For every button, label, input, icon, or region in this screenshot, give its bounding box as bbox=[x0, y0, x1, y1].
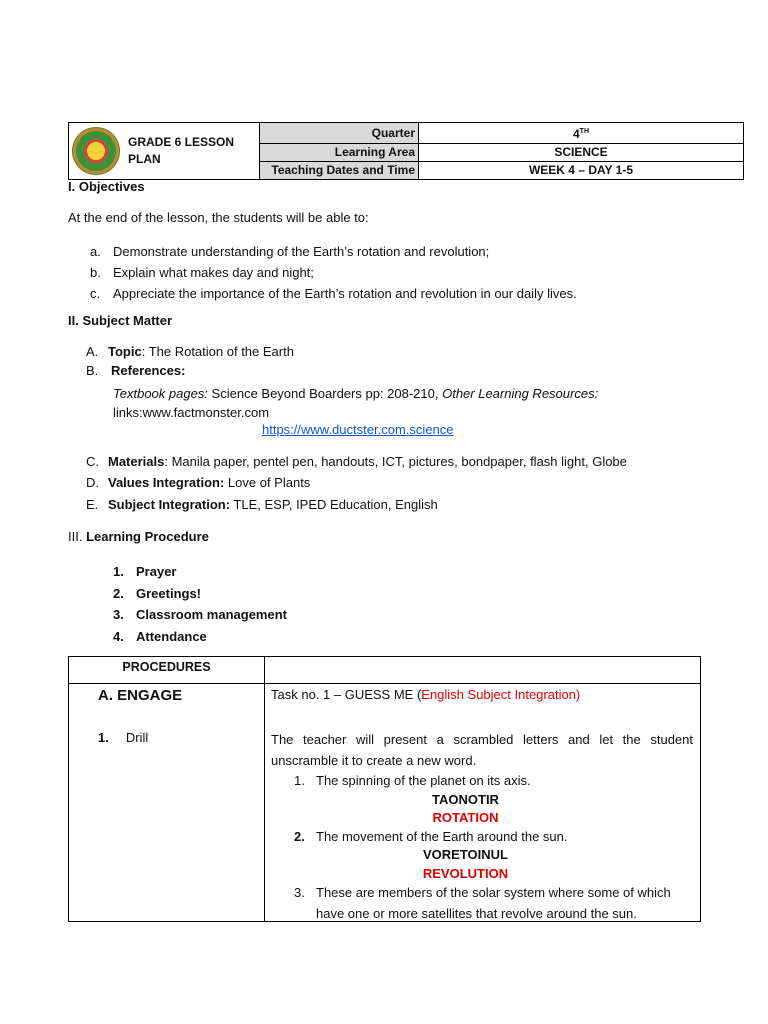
list-item: c. Appreciate the importance of the Earth’s rotation and revolution in our daily lives. bbox=[90, 286, 577, 301]
plan-title: GRADE 6 LESSON PLAN bbox=[128, 135, 235, 166]
lesson-plan-header-table bbox=[68, 122, 744, 180]
quarter-label: Quarter bbox=[260, 123, 419, 144]
learning-procedure-list bbox=[113, 561, 287, 647]
list-item: a. Demonstrate understanding of the Earth’s rotation and revolution; bbox=[90, 244, 490, 259]
school-seal-icon bbox=[72, 127, 120, 175]
list-item: b. Explain what makes day and night; bbox=[90, 265, 314, 280]
answer-word: REVOLUTION bbox=[422, 865, 509, 881]
procedures-header-blank bbox=[265, 657, 701, 684]
learning-procedure-heading: III. Learning Procedure bbox=[68, 529, 209, 544]
list-item: 2. Greetings! bbox=[113, 585, 202, 601]
list-item: 3. Classroom management bbox=[113, 607, 287, 622]
drill-step: 1. Drill bbox=[98, 730, 149, 745]
objectives-list bbox=[90, 241, 577, 304]
learning-area-value: SCIENCE bbox=[419, 144, 744, 162]
list-item: 1. Prayer bbox=[113, 564, 177, 579]
procedures-column-header: PROCEDURES bbox=[69, 657, 265, 684]
objectives-heading: I. Objectives bbox=[68, 179, 145, 194]
scrambled-word: VORETOINUL bbox=[423, 847, 508, 862]
phase-engage: A. ENGAGE bbox=[98, 687, 183, 704]
reference-link[interactable]: https://www.ductster.com.science bbox=[262, 422, 454, 437]
subject-matter-heading: II. Subject Matter bbox=[68, 313, 173, 328]
scrambled-word: TAONOTIR bbox=[432, 791, 499, 807]
learning-area-label: Learning Area bbox=[260, 144, 419, 162]
list-item: 2. The movement of the Earth around the sun. bbox=[294, 828, 568, 844]
teaching-dates-label: Teaching Dates and Time bbox=[260, 162, 419, 180]
list-item: 3. These are members of the solar system where some of which have one or more satellites that revolve around the sun. bbox=[294, 885, 671, 921]
quarter-value: 4TH bbox=[419, 123, 744, 144]
textbook-pages: Textbook pages: Science Beyond Boarders pp: 208-210, Other Learning Resources: links:www.factmonster.com bbox=[113, 386, 599, 420]
materials-line: C. Materials: Manila paper, pentel pen, handouts, ICT, pictures, bondpaper, flash light, Globe bbox=[86, 454, 627, 469]
task-title: Task no. 1 – GUESS ME (English Subject Integration) bbox=[271, 687, 581, 702]
objectives-intro: At the end of the lesson, the students will be able to: bbox=[68, 210, 369, 225]
procedures-left-cell bbox=[69, 684, 265, 922]
task-instruction: The teacher will present a scrambled letters and let the student unscramble it to create a new word. bbox=[271, 732, 693, 768]
list-item: 4. Attendance bbox=[113, 628, 207, 644]
list-item: 1. The spinning of the planet on its axis. bbox=[294, 773, 531, 788]
values-integration-line: D. Values Integration: Love of Plants bbox=[86, 475, 311, 490]
title-cell bbox=[69, 123, 260, 180]
procedures-table bbox=[68, 656, 701, 922]
answer-word: ROTATION bbox=[432, 810, 499, 825]
subject-integration-line: E. Subject Integration: TLE, ESP, IPED Education, English bbox=[86, 497, 438, 512]
topic-line: A. Topic: The Rotation of the Earth bbox=[86, 344, 294, 359]
references-line: B. References: bbox=[86, 363, 186, 378]
teaching-dates-value: WEEK 4 – DAY 1-5 bbox=[419, 162, 744, 180]
procedures-right-cell bbox=[265, 684, 701, 922]
scramble-items bbox=[294, 772, 696, 924]
